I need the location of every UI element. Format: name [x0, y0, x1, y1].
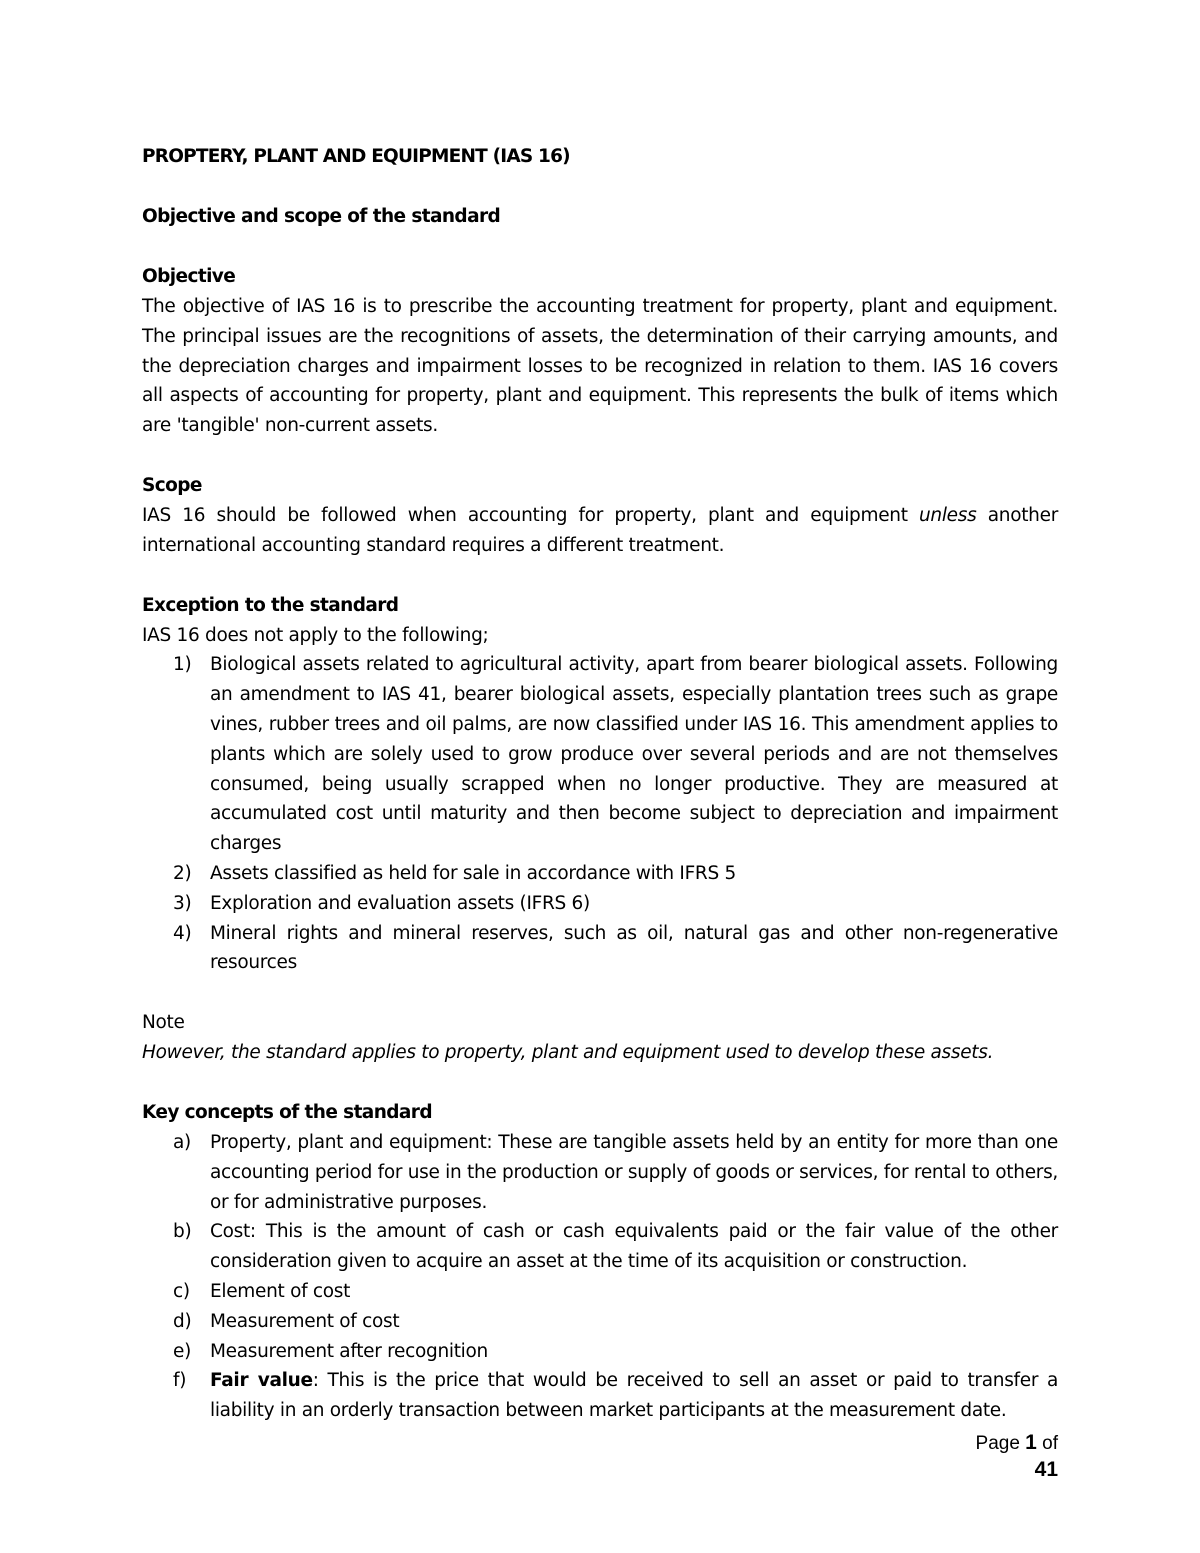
list-marker: c)	[173, 1280, 190, 1302]
list-marker: b)	[173, 1221, 192, 1243]
list-item-text: Exploration and evaluation assets (IFRS 6)	[210, 892, 590, 914]
list-item-text: Element of cost	[210, 1280, 351, 1302]
list-item-term: Fair value	[210, 1370, 313, 1392]
list-marker: 2)	[173, 862, 192, 884]
exception-heading: Exception to the standard	[142, 594, 399, 616]
key-concepts-list	[142, 1128, 1058, 1426]
list-item-text: Biological assets related to agricultural activity, apart from bearer biological assets. Following an amendment to IAS 41, bearer biological assets, especially plantation trees such as grape vines, rubber trees and oil palms, are now classified under IAS 16. This amendment applies to plants which are solely used to grow produce over several periods and are not themselves consumed, being usually scrapped when no longer productive. They are measured at accumulated cost until maturity and then become subject to depreciation and impairment charges	[210, 654, 1058, 855]
list-marker: a)	[173, 1131, 191, 1153]
list-marker: f)	[173, 1370, 187, 1392]
list-item	[142, 859, 1058, 889]
section-subtitle: Objective and scope of the standard	[142, 206, 501, 227]
page-content	[142, 142, 1058, 1426]
page-label: Page	[975, 1433, 1020, 1454]
list-item-text: : This is the price that would be received to sell an asset or paid to transfer a liability in an orderly transaction between market participants at the measurement date.	[210, 1370, 1059, 1422]
objective-heading: Objective	[142, 266, 236, 287]
list-item	[142, 889, 1058, 919]
list-item	[142, 1128, 1058, 1217]
scope-paragraph	[142, 501, 1058, 561]
list-item	[142, 1217, 1058, 1277]
list-marker: d)	[173, 1310, 192, 1332]
page-footer	[948, 1430, 1058, 1484]
objective-paragraph: The objective of IAS 16 is to prescribe the accounting treatment for property, plant and equipment. The principal issues are the recognitions of assets, the determination of their carrying amounts, and the depreciation charges and impairment losses to be recognized in relation to them. IAS 16 covers all aspects of accounting for property, plant and equipment. This represents the bulk of items which are 'tangible' non-current assets.	[142, 296, 1058, 437]
of-label: of	[1042, 1433, 1058, 1454]
scope-text-italic: unless	[918, 504, 977, 526]
list-item-text: Mineral rights and mineral reserves, such as oil, natural gas and other non-regenerative resources	[210, 922, 1058, 974]
spacer	[142, 561, 1058, 591]
list-item	[142, 1277, 1058, 1307]
document-title: PROPTERY, PLANT AND EQUIPMENT (IAS 16)	[142, 146, 570, 167]
scope-text-before: IAS 16 should be followed when accounting for property, plant and equipment	[142, 504, 919, 526]
total-pages: 41	[1034, 1458, 1058, 1481]
list-item	[142, 650, 1058, 859]
exception-intro: IAS 16 does not apply to the following;	[142, 624, 489, 646]
exception-list	[142, 650, 1058, 978]
list-item-text: Cost: This is the amount of cash or cash equivalents paid or the fair value of the other consideration given to acquire an asset at the time of its acquisition or construction.	[210, 1221, 1058, 1273]
list-item-text: Measurement of cost	[210, 1310, 400, 1332]
note-label: Note	[142, 1012, 185, 1034]
list-item-text: Property, plant and equipment: These are tangible assets held by an entity for more than one accounting period for use in the production or supply of goods or services, for rental to others, or for administrative purposes.	[210, 1131, 1058, 1213]
list-item-text: Assets classified as held for sale in accordance with IFRS 5	[210, 862, 736, 884]
list-marker: 3)	[173, 892, 192, 914]
scope-text-after: another international accounting standard requires a different treatment.	[142, 504, 1058, 556]
list-item	[142, 1366, 1058, 1426]
list-item	[142, 1307, 1058, 1337]
spacer	[142, 978, 1058, 1008]
list-marker: 4)	[173, 922, 192, 944]
list-item-text: Measurement after recognition	[210, 1340, 488, 1362]
key-concepts-heading: Key concepts of the standard	[142, 1101, 432, 1123]
spacer	[142, 441, 1058, 471]
list-item	[142, 1337, 1058, 1367]
spacer	[142, 1068, 1058, 1098]
list-marker: e)	[173, 1340, 191, 1362]
note-text: However, the standard applies to property, plant and equipment used to develop these assets.	[142, 1042, 994, 1064]
list-marker: 1)	[173, 654, 192, 676]
list-item	[142, 919, 1058, 979]
scope-heading: Scope	[142, 474, 202, 496]
page-number: 1	[1025, 1431, 1037, 1454]
